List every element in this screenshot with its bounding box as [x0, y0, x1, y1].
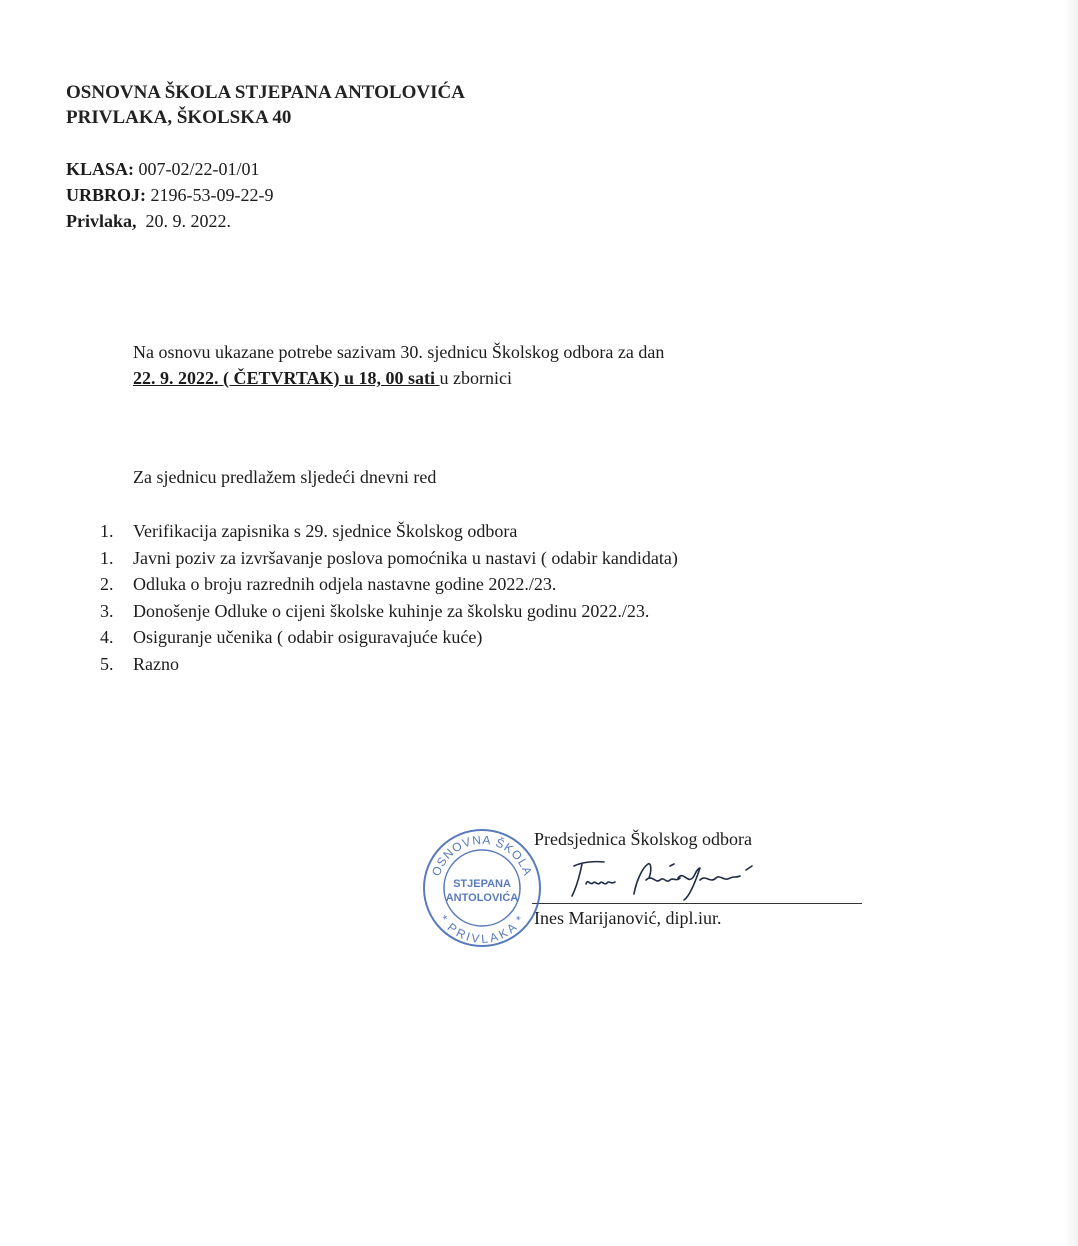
stamp-bottom-text: * PRIVLAKA *: [436, 912, 528, 946]
item-text: Osiguranje učenika ( odabir osiguravajuće kuće): [133, 627, 483, 647]
date-value: 20. 9. 2022.: [145, 211, 231, 231]
list-item: [100, 624, 678, 651]
svg-text:* PRIVLAKA *: [436, 913, 527, 946]
agenda-title: Za sjednicu predlažem sljedeći dnevni red: [133, 467, 437, 487]
urbroj-value: 2196-53-09-22-9: [150, 185, 274, 205]
meeting-location: u zbornici: [439, 368, 513, 388]
item-number: 5.: [100, 653, 114, 674]
item-number: 2.: [100, 574, 114, 594]
item-number: 4.: [100, 627, 114, 647]
signatory-name: Ines Marijanović, dipl.iur.: [534, 908, 722, 928]
item-number: 3.: [100, 600, 114, 621]
urbroj-label: URBROJ:: [66, 185, 146, 205]
list-item: [100, 598, 678, 625]
klasa-value: 007-02/22-01/01: [138, 159, 260, 179]
school-name: OSNOVNA ŠKOLA STJEPANA ANTOLOVIĆA: [66, 82, 465, 103]
intro-line: Na osnovu ukazane potrebe sazivam 30. sjednicu Školskog odbora za dan: [133, 342, 665, 362]
place-date-row: [66, 208, 273, 234]
list-item: [100, 518, 678, 545]
stamp-top-text: OSNOVNA ŠKOLA: [428, 832, 536, 878]
klasa-row: [66, 156, 273, 182]
meeting-date-time: 22. 9. 2022. ( ČETVRTAK) u 18, 00 sati: [133, 368, 440, 388]
item-number: 1.: [100, 547, 114, 568]
list-item: [100, 545, 678, 572]
item-text: Odluka o broju razrednih odjela nastavne godine 2022./23.: [133, 574, 557, 594]
intro-paragraph: [133, 339, 664, 391]
document-meta: [66, 156, 273, 234]
list-item: [100, 571, 678, 598]
scan-edge-shadow: [1064, 0, 1078, 1246]
item-text: Javni poziv za izvršavanje poslova pomoćnika u nastavi ( odabir kandidata): [133, 547, 678, 568]
svg-text:OSNOVNA ŠKOLA: [429, 833, 535, 878]
item-text: Razno: [133, 653, 179, 674]
signature-line: [532, 903, 862, 904]
signatory-role: Predsjednica Školskog odbora: [534, 829, 752, 849]
stamp-line-1: STJEPANA: [453, 878, 511, 890]
place-label: Privlaka,: [66, 211, 137, 231]
stamp-line-2: ANTOLOVIĆA: [445, 892, 519, 904]
item-text: Donošenje Odluke o cijeni školske kuhinje za školsku godinu 2022./23.: [133, 600, 650, 621]
letterhead: [66, 80, 465, 130]
item-number: 1.: [100, 521, 114, 541]
list-item: [100, 651, 678, 678]
item-text: Verifikacija zapisnika s 29. sjednice Školskog odbora: [133, 521, 518, 541]
klasa-label: KLASA:: [66, 159, 135, 179]
school-address: PRIVLAKA, ŠKOLSKA 40: [66, 107, 292, 128]
agenda-list: [100, 518, 678, 677]
urbroj-row: [66, 182, 273, 208]
school-stamp-icon: [420, 826, 544, 950]
handwritten-signature: [560, 856, 790, 902]
